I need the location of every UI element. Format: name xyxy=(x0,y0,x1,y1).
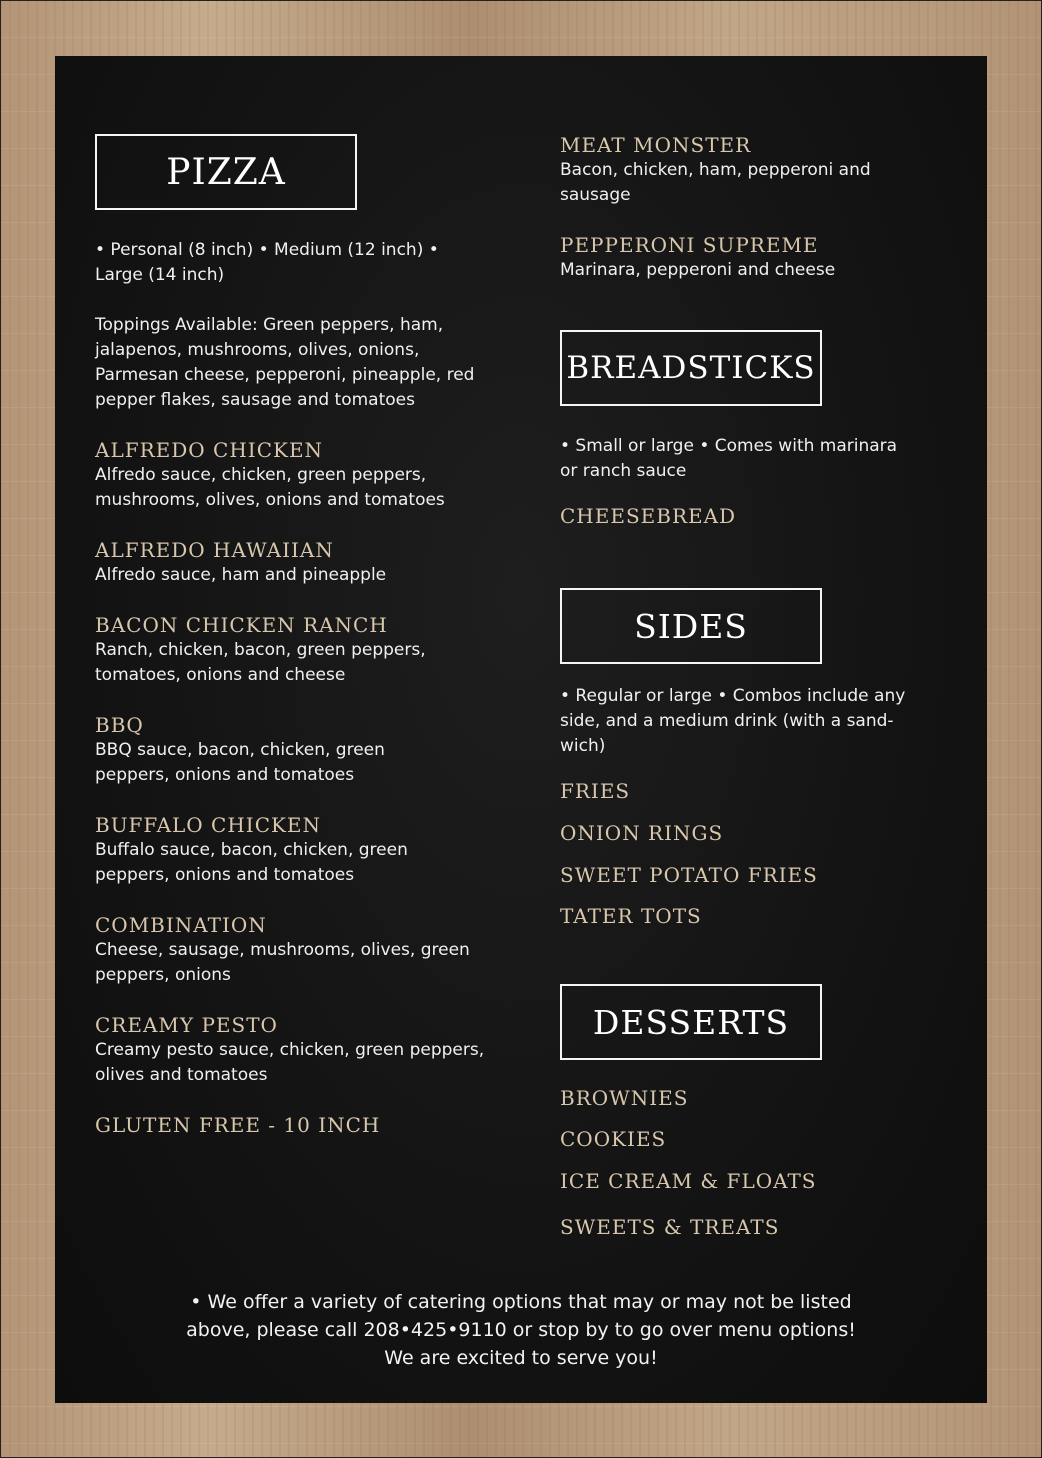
item-name: BBQ xyxy=(95,713,144,737)
pizza-title-box xyxy=(95,134,357,210)
item-name: CREAMY PESTO xyxy=(95,1013,278,1037)
sides-title: SIDES xyxy=(634,606,748,646)
desserts-title: DESSERTS xyxy=(592,1002,790,1042)
item-desc: Marinara, pepperoni and cheese xyxy=(560,260,836,280)
item-name: TATER TOTS xyxy=(560,904,702,928)
item-name: FRIES xyxy=(560,779,631,803)
sides-title-box xyxy=(560,588,822,664)
item-desc: BBQ sauce, bacon, chicken, green peppers, onions and tomatoes xyxy=(95,740,385,785)
breadsticks-title: BREADSTICKS xyxy=(566,350,816,386)
item-name: COMBINATION xyxy=(95,913,267,937)
pizza-title: PIZZA xyxy=(166,151,286,193)
item-desc: Bacon, chicken, ham, pepperoni and sausage xyxy=(560,160,871,205)
breadsticks-note: • Small or large • Comes with marinara or ranch sauce xyxy=(560,436,898,481)
item-name: PEPPERONI SUPREME xyxy=(560,233,819,257)
desserts-title-box xyxy=(560,984,822,1060)
item-desc: Alfredo sauce, ham and pineapple xyxy=(95,565,387,585)
item-name: SWEETS & TREATS xyxy=(560,1215,780,1239)
item-name: SWEET POTATO FRIES xyxy=(560,863,818,887)
item-desc: Ranch, chicken, bacon, green peppers, tomatoes, onions and cheese xyxy=(95,640,426,685)
item-name: ALFREDO HAWAIIAN xyxy=(95,538,334,562)
item-name: ICE CREAM & FLOATS xyxy=(560,1169,817,1193)
item-name: ONION RINGS xyxy=(560,821,724,845)
sides-note: • Regular or large • Combos include any side, and a medium drink (with a sand-wich) xyxy=(560,686,906,756)
catering-line-1: • We offer a variety of catering options that may or may not be listed xyxy=(190,1291,852,1313)
catering-note xyxy=(55,1288,987,1372)
item-desc: Buffalo sauce, bacon, chicken, green peppers, onions and tomatoes xyxy=(95,840,408,885)
item-desc: Alfredo sauce, chicken, green peppers, mushrooms, olives, onions and tomatoes xyxy=(95,465,445,510)
pizza-sizes: • Personal (8 inch) • Medium (12 inch) • Large (14 inch) xyxy=(95,240,439,285)
item-name: MEAT MONSTER xyxy=(560,133,752,157)
item-name: BACON CHICKEN RANCH xyxy=(95,613,388,637)
item-desc: Creamy pesto sauce, chicken, green peppers, olives and tomatoes xyxy=(95,1040,485,1085)
item-name: BUFFALO CHICKEN xyxy=(95,813,322,837)
item-name: GLUTEN FREE - 10 INCH xyxy=(95,1113,381,1137)
item-name: BROWNIES xyxy=(560,1086,689,1110)
item-name: ALFREDO CHICKEN xyxy=(95,438,324,462)
catering-line-3: We are excited to serve you! xyxy=(384,1347,658,1369)
breadsticks-title-box xyxy=(560,330,822,406)
item-desc: Cheese, sausage, mushrooms, olives, green peppers, onions xyxy=(95,940,470,985)
pizza-toppings: Toppings Available: Green peppers, ham, jalapenos, mushrooms, olives, onions, Parmesan cheese, pepperoni, pineapple, red pepper flakes, sausage and tomatoes xyxy=(95,315,475,410)
chalkboard-menu xyxy=(55,56,987,1403)
catering-line-2: above, please call 208•425•9110 or stop by to go over menu options! xyxy=(186,1319,856,1341)
item-name: COOKIES xyxy=(560,1127,667,1151)
item-name: CHEESEBREAD xyxy=(560,504,737,528)
